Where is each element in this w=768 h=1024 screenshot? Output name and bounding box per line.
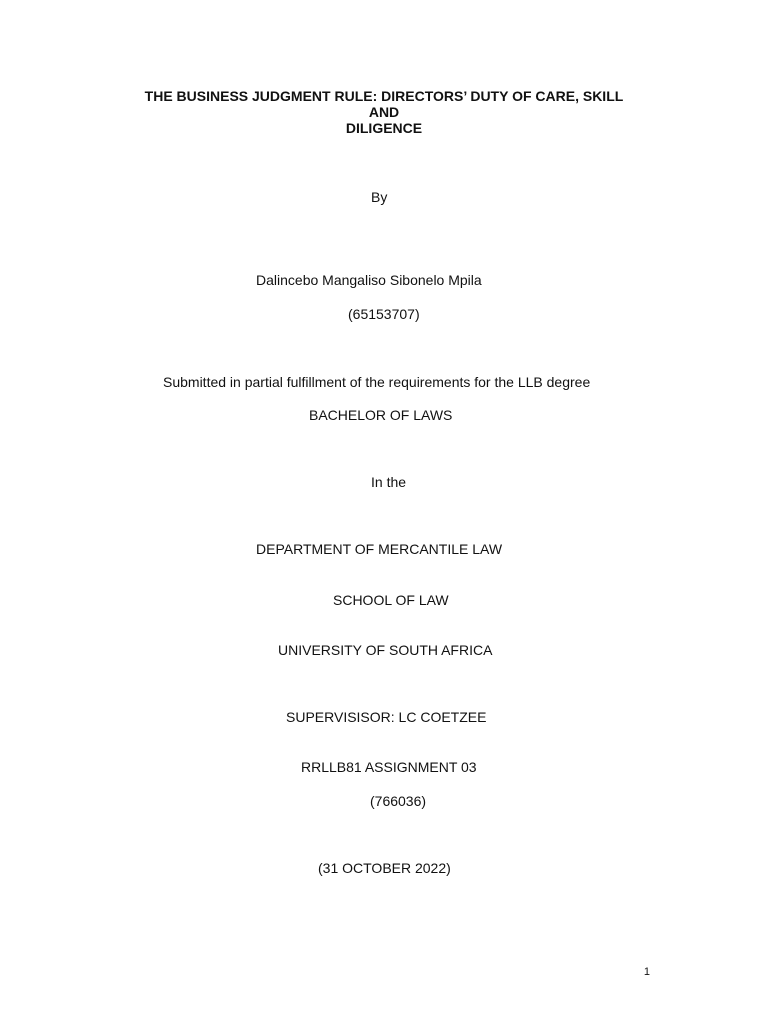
- title-line-3: DILIGENCE: [345, 120, 423, 136]
- school-name: SCHOOL OF LAW: [333, 592, 449, 608]
- title-line-1: THE BUSINESS JUDGMENT RULE: DIRECTORS’ DUTY OF CARE, SKILL: [144, 88, 624, 104]
- page-number: 1: [643, 966, 650, 978]
- degree-name: BACHELOR OF LAWS: [309, 407, 453, 423]
- document-title: [0, 88, 768, 136]
- by-label: By: [371, 189, 388, 205]
- university-name: UNIVERSITY OF SOUTH AFRICA: [278, 642, 493, 658]
- supervisor: SUPERVISISOR: LC COETZEE: [286, 709, 487, 725]
- submission-statement: Submitted in partial fulfillment of the requirements for the LLB degree: [163, 374, 591, 390]
- submission-date: (31 OCTOBER 2022): [318, 860, 451, 876]
- author-name: Dalincebo Mangaliso Sibonelo Mpila: [256, 272, 482, 288]
- title-line-2: AND: [368, 104, 400, 120]
- in-the-label: In the: [371, 474, 407, 490]
- department-name: DEPARTMENT OF MERCANTILE LAW: [256, 541, 503, 557]
- student-number: (65153707): [348, 306, 420, 322]
- assignment-code: (766036): [370, 793, 427, 809]
- assignment-title: RRLLB81 ASSIGNMENT 03: [301, 759, 477, 775]
